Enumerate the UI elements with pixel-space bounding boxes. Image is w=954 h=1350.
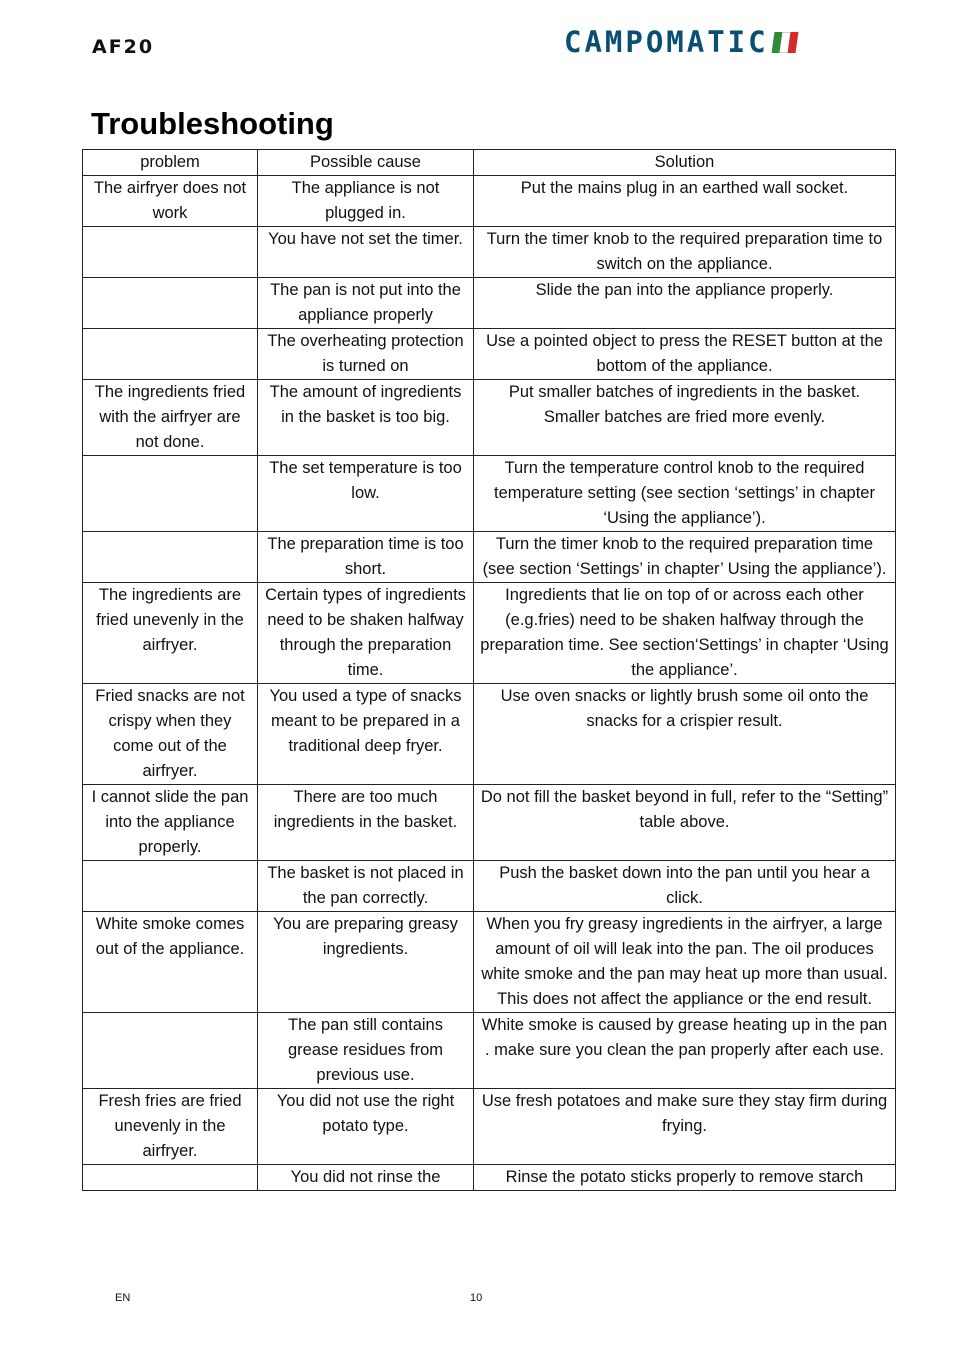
- troubleshooting-table: [82, 149, 896, 1191]
- column-header-solution: Solution: [474, 150, 896, 176]
- cause-cell: The amount of ingredients in the basket is too big.: [258, 380, 474, 456]
- cause-cell: The set temperature is too low.: [258, 456, 474, 532]
- page-title: Troubleshooting: [91, 106, 334, 141]
- problem-cell: [83, 861, 258, 912]
- table-row: [83, 1013, 896, 1089]
- solution-cell: Turn the temperature control knob to the required temperature setting (see section ‘settings’ in chapter ‘Using the appliance’).: [474, 456, 896, 532]
- solution-cell: Ingredients that lie on top of or across each other (e.g.fries) need to be shaken halfway through the preparation time. See section‘Settings’ in chapter ‘Using the appliance’.: [474, 583, 896, 684]
- cause-cell: The preparation time is too short.: [258, 532, 474, 583]
- cause-cell: The basket is not placed in the pan correctly.: [258, 861, 474, 912]
- cause-cell: The pan is not put into the appliance properly: [258, 278, 474, 329]
- solution-cell: Put smaller batches of ingredients in the basket. Smaller batches are fried more evenly.: [474, 380, 896, 456]
- table-row: [83, 329, 896, 380]
- cause-cell: You are preparing greasy ingredients.: [258, 912, 474, 1013]
- problem-cell: The ingredients are fried unevenly in the airfryer.: [83, 583, 258, 684]
- problem-cell: [83, 329, 258, 380]
- problem-cell: [83, 1165, 258, 1191]
- solution-cell: Rinse the potato sticks properly to remove starch: [474, 1165, 896, 1191]
- table-row: [83, 380, 896, 456]
- problem-cell: [83, 227, 258, 278]
- problem-cell: The ingredients fried with the airfryer are not done.: [83, 380, 258, 456]
- table-header-row: [83, 150, 896, 176]
- problem-cell: [83, 532, 258, 583]
- table-row: [83, 1165, 896, 1191]
- table-row: [83, 861, 896, 912]
- solution-cell: Turn the timer knob to the required preparation time (see section ‘Settings’ in chapter’ Using the appliance’).: [474, 532, 896, 583]
- footer-page-number: 10: [470, 1292, 483, 1304]
- column-header-cause: Possible cause: [258, 150, 474, 176]
- table-row: [83, 583, 896, 684]
- cause-cell: There are too much ingredients in the basket.: [258, 785, 474, 861]
- model-name: AF20: [92, 36, 155, 58]
- table-row: [83, 1089, 896, 1165]
- solution-cell: Use oven snacks or lightly brush some oil onto the snacks for a crispier result.: [474, 684, 896, 785]
- cause-cell: Certain types of ingredients need to be shaken halfway through the preparation time.: [258, 583, 474, 684]
- table-body: [83, 176, 896, 1191]
- cause-cell: The pan still contains grease residues from previous use.: [258, 1013, 474, 1089]
- table-row: [83, 532, 896, 583]
- table-row: [83, 912, 896, 1013]
- problem-cell: White smoke comes out of the appliance.: [83, 912, 258, 1013]
- table-row: [83, 278, 896, 329]
- cause-cell: You did not use the right potato type.: [258, 1089, 474, 1165]
- solution-cell: Use fresh potatoes and make sure they stay firm during frying.: [474, 1089, 896, 1165]
- solution-cell: White smoke is caused by grease heating up in the pan . make sure you clean the pan properly after each use.: [474, 1013, 896, 1089]
- table-row: [83, 176, 896, 227]
- footer-language: EN: [115, 1292, 131, 1304]
- solution-cell: Do not fill the basket beyond in full, refer to the “Setting” table above.: [474, 785, 896, 861]
- problem-cell: [83, 278, 258, 329]
- table-row: [83, 785, 896, 861]
- problem-cell: [83, 1013, 258, 1089]
- solution-cell: Turn the timer knob to the required preparation time to switch on the appliance.: [474, 227, 896, 278]
- solution-cell: Use a pointed object to press the RESET button at the bottom of the appliance.: [474, 329, 896, 380]
- solution-cell: Push the basket down into the pan until you hear a click.: [474, 861, 896, 912]
- cause-cell: You used a type of snacks meant to be prepared in a traditional deep fryer.: [258, 684, 474, 785]
- italian-flag-icon: [771, 32, 798, 53]
- problem-cell: I cannot slide the pan into the appliance properly.: [83, 785, 258, 861]
- cause-cell: You have not set the timer.: [258, 227, 474, 278]
- problem-cell: [83, 456, 258, 532]
- table-row: [83, 684, 896, 785]
- table-row: [83, 227, 896, 278]
- cause-cell: You did not rinse the: [258, 1165, 474, 1191]
- solution-cell: Put the mains plug in an earthed wall socket.: [474, 176, 896, 227]
- problem-cell: Fresh fries are fried unevenly in the airfryer.: [83, 1089, 258, 1165]
- problem-cell: Fried snacks are not crispy when they come out of the airfryer.: [83, 684, 258, 785]
- table-row: [83, 456, 896, 532]
- solution-cell: Slide the pan into the appliance properly.: [474, 278, 896, 329]
- brand-logo: [564, 25, 797, 59]
- cause-cell: The appliance is not plugged in.: [258, 176, 474, 227]
- cause-cell: The overheating protection is turned on: [258, 329, 474, 380]
- solution-cell: When you fry greasy ingredients in the airfryer, a large amount of oil will leak into the pan. The oil produces white smoke and the pan may heat up more than usual. This does not affect the appliance or the end result.: [474, 912, 896, 1013]
- brand-name: CAMPOMATIC: [564, 25, 769, 59]
- problem-cell: The airfryer does not work: [83, 176, 258, 227]
- column-header-problem: problem: [83, 150, 258, 176]
